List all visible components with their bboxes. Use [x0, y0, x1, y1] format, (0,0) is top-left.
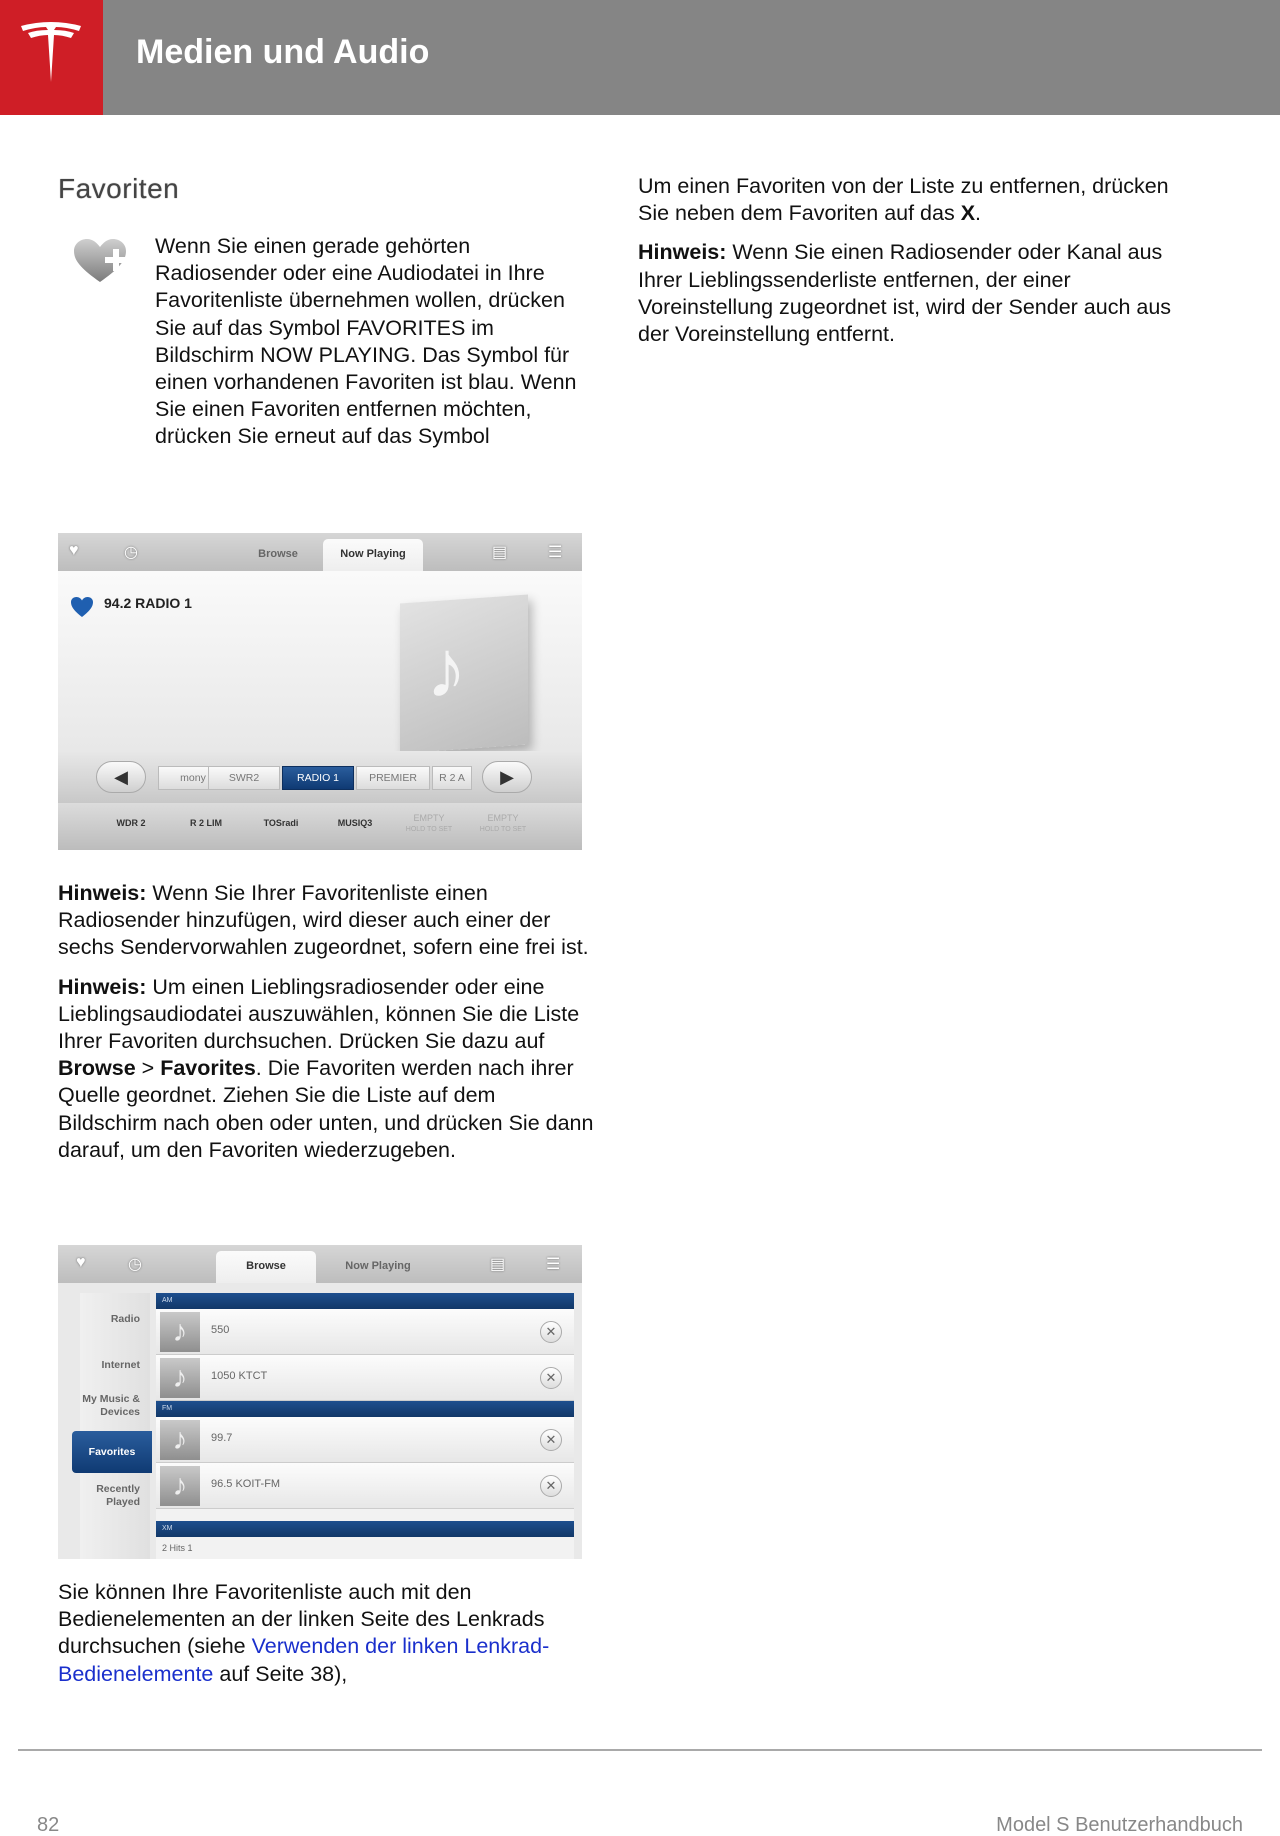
band-header: XM: [156, 1521, 574, 1537]
closing-paragraph: Sie können Ihre Favoritenliste auch mit den Bedienelementen an der linken Seite des Lenkrads durchsuchen (siehe Verwenden der linken Lenkrad-Bedienelemente auf Seite 38),: [58, 1580, 550, 1686]
tab-now-playing: Now Playing: [323, 539, 423, 571]
top-bar: [58, 533, 582, 571]
list-item: ♪ 550 ✕: [156, 1309, 574, 1355]
clock-icon: ◷: [124, 544, 138, 561]
preset-pill: R 2 A: [432, 766, 472, 790]
bottom-preset-empty: EMPTY HOLD TO SET: [405, 813, 453, 833]
note-preset-assign: Hinweis: Wenn Sie Ihrer Favoritenliste einen Radiosender hinzufügen, wird dieser auch einer der sechs Sendervorwahlen zugeordnet, sofern eine frei ist.: [58, 881, 589, 960]
band-header: AM: [156, 1293, 574, 1309]
music-note-icon: ♪: [160, 1466, 200, 1506]
right-column: [638, 173, 1178, 360]
bottom-preset: WDR 2: [116, 818, 146, 828]
note-browse-favorites: Hinweis: Um einen Lieblingsradiosender oder eine Lieblingsaudiodatei auszuwählen, können Sie die Liste Ihrer Favoriten durchsuchen. Drücken Sie dazu auf Browse > Favorites. Die Favoriten werden nach ihrer Quelle geordnet. Ziehen Sie die Liste auf dem Bildschirm nach oben oder unten, und drücken Sie dann darauf, um den Favoriten wiederzugeben.: [58, 974, 594, 1162]
bottom-preset: MUSIQ3: [337, 818, 373, 828]
logo-box: [0, 0, 103, 115]
clock-icon: ◷: [128, 1256, 142, 1273]
footer-divider: [18, 1749, 1262, 1751]
equalizer-icon: ▤: [492, 544, 508, 561]
sidebar-item-radio: Radio: [110, 1313, 140, 1325]
page-header: [0, 0, 1280, 115]
tesla-logo-icon: [16, 20, 86, 86]
sidebar-item-my-music: My Music & Devices: [82, 1393, 140, 1418]
list-item: ♪ 99.7 ✕: [156, 1417, 574, 1463]
list-item: ♪ 96.5 KOIT-FM ✕: [156, 1463, 574, 1509]
band-header: FM: [156, 1401, 574, 1417]
sidebar-item-favorites: Favorites: [72, 1431, 152, 1473]
bottom-preset-empty: EMPTY HOLD TO SET: [479, 813, 527, 833]
note-preset-removal: Hinweis: Wenn Sie einen Radiosender oder Kanal aus Ihrer Lieblingssenderliste entfernen, der einer Voreinstellung zugeordnet ist, wird der Sender auch aus der Voreinstellung entfernt.: [638, 240, 1172, 347]
tab-now-playing: Now Playing: [345, 1260, 411, 1272]
favorites-list: [156, 1293, 574, 1559]
sidebar-item-recently-played: Recently Played: [96, 1483, 140, 1508]
tab-browse: Browse: [258, 548, 298, 560]
page-number: 82: [37, 1814, 60, 1836]
tab-browse: Browse: [216, 1251, 316, 1283]
top-bar: [58, 1245, 582, 1283]
sidebar-item-internet: Internet: [101, 1359, 140, 1371]
heart-icon: ♥: [76, 1254, 86, 1271]
page-title: Medien und Audio: [136, 33, 430, 71]
playlist-icon: ☰: [546, 1256, 561, 1273]
music-note-icon: ♪: [160, 1420, 200, 1460]
bottom-preset: TOSradi: [263, 818, 299, 828]
remove-favorite-paragraph: Um einen Favoriten von der Liste zu entfernen, drücken Sie neben dem Favoriten auf das X.: [638, 174, 1169, 226]
remove-x-icon: ✕: [540, 1475, 562, 1497]
heart-icon: ♥: [69, 542, 79, 559]
preset-pill: SWR2: [208, 766, 280, 790]
station-name: 94.2 RADIO 1: [104, 595, 192, 611]
playlist-icon: ☰: [548, 544, 563, 561]
next-button: ▶: [482, 761, 532, 793]
notes-left: [58, 880, 598, 1176]
list-item-partial: 2 Hits 1: [162, 1543, 193, 1553]
steering-controls-link[interactable]: Verwenden der linken Lenkrad-Bedienelemente: [58, 1634, 550, 1686]
favorite-add-icon: [72, 238, 134, 284]
document-name: Model S Benutzerhandbuch: [996, 1814, 1243, 1836]
list-item: ♪ 1050 KTCT ✕: [156, 1355, 574, 1401]
remove-x-icon: ✕: [540, 1367, 562, 1389]
preset-pill: PREMIER: [356, 766, 430, 790]
remove-x-icon: ✕: [540, 1429, 562, 1451]
preset-pill: mony: [158, 766, 228, 790]
x-label: X: [960, 201, 976, 226]
music-note-icon: ♪: [160, 1358, 200, 1398]
music-note-icon: ♪: [160, 1312, 200, 1352]
now-playing-screenshot: [58, 533, 582, 850]
previous-button: ◀: [96, 761, 146, 793]
browse-favorites-screenshot: [58, 1245, 582, 1559]
intro-paragraph: Wenn Sie einen gerade gehörten Radiosender oder eine Audiodatei in Ihre Favoritenliste übernehmen wollen, drücken Sie auf das Symbol FAVORITES im Bildschirm NOW PLAYING. Das Symbol für einen vorhandenen Favoriten ist blau. Wenn Sie einen Favoriten entfernen möchten, drücken Sie erneut auf das Symbol: [155, 234, 577, 449]
bottom-preset: R 2 LIM: [189, 818, 222, 828]
preset-pill-active: RADIO 1: [282, 766, 354, 790]
equalizer-icon: ▤: [490, 1256, 506, 1273]
remove-x-icon: ✕: [540, 1321, 562, 1343]
section-title: Favoriten: [58, 173, 180, 204]
music-note-icon: ♪: [426, 624, 467, 715]
favorite-heart-blue-icon: [70, 596, 94, 618]
browse-sidebar: [80, 1293, 150, 1559]
